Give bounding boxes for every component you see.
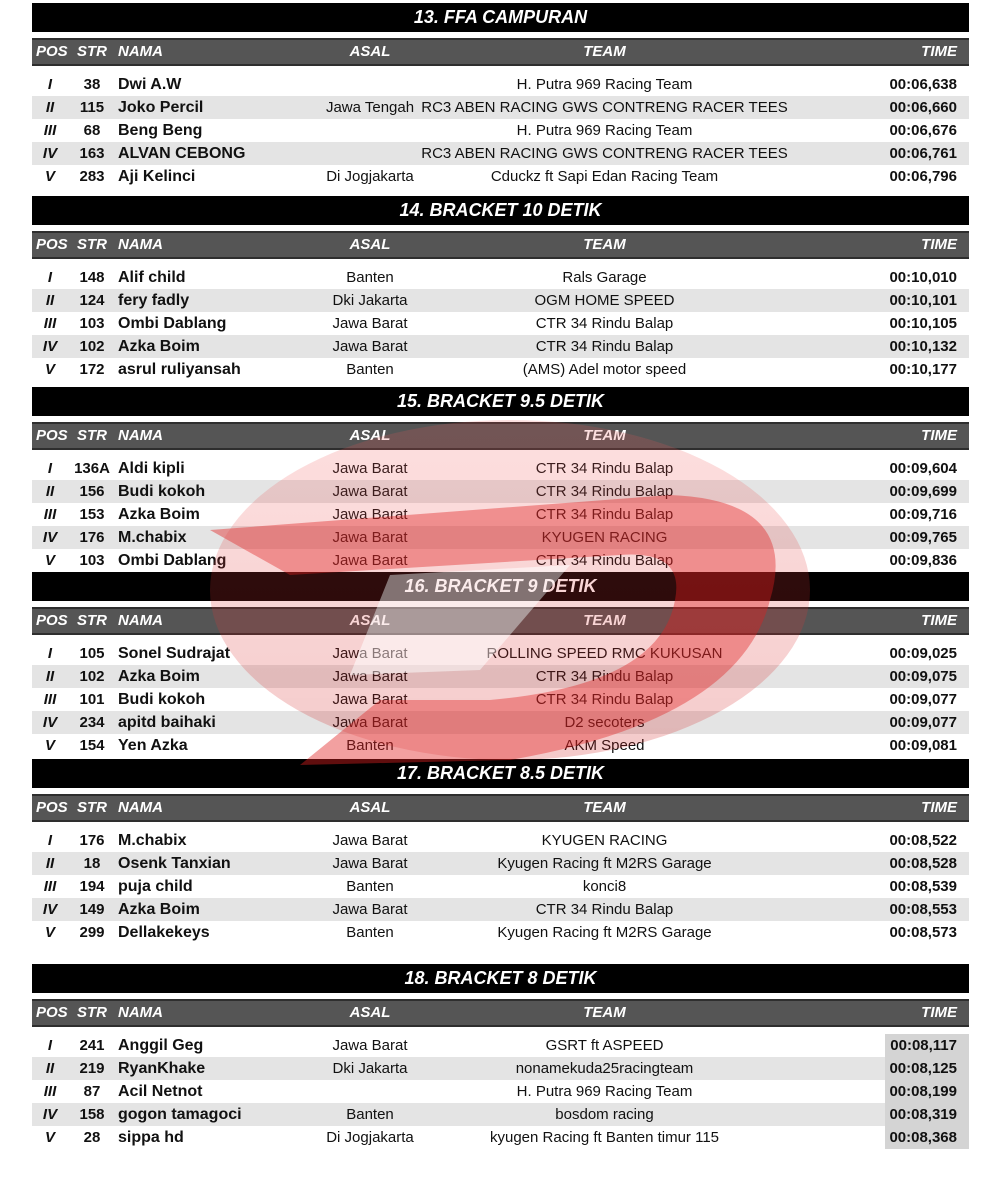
cell-nama: Dwi A.W [118, 76, 182, 93]
cell-nama: asrul ruliyansah [118, 361, 241, 378]
cell-team: OGM HOME SPEED [534, 292, 675, 309]
table-row [32, 829, 969, 852]
results-sheet [32, 3, 969, 1149]
cell-nama: Ombi Dablang [118, 552, 227, 569]
cell-time: 00:08,528 [889, 855, 957, 872]
table-row [32, 119, 969, 142]
race-section [32, 572, 969, 757]
cell-team: RC3 ABEN RACING GWS CONTRENG RACER TEES [421, 99, 788, 116]
cell-str: 101 [79, 691, 105, 708]
cell-time: 00:08,553 [889, 901, 957, 918]
cell-time: 00:09,025 [889, 645, 957, 662]
cell-time: 00:09,075 [889, 668, 957, 685]
cell-asal: Jawa Barat [332, 668, 408, 685]
table-row [32, 898, 969, 921]
cell-team: Cduckz ft Sapi Edan Racing Team [490, 168, 719, 185]
cell-pos: V [44, 924, 55, 941]
cell-str: 148 [79, 269, 105, 286]
table-row [32, 457, 969, 480]
cell-team: KYUGEN RACING [541, 832, 668, 849]
header-asal: ASAL [349, 236, 391, 253]
table-row [32, 526, 969, 549]
cell-str: 68 [83, 122, 101, 139]
cell-team: bosdom racing [555, 1106, 654, 1123]
cell-pos: IV [42, 901, 58, 918]
cell-pos: I [47, 832, 53, 849]
cell-team: GSRT ft ASPEED [545, 1037, 664, 1054]
cell-str: 103 [79, 315, 105, 332]
cell-str: 176 [79, 529, 105, 546]
cell-str: 87 [83, 1083, 101, 1100]
table-row [32, 1080, 969, 1103]
cell-asal: Jawa Barat [332, 338, 408, 355]
cell-str: 105 [79, 645, 105, 662]
cell-team: KYUGEN RACING [541, 529, 668, 546]
cell-nama: Budi kokoh [118, 691, 206, 708]
cell-asal: Jawa Barat [332, 529, 408, 546]
cell-nama: Yen Azka [118, 737, 188, 754]
cell-nama: gogon tamagoci [118, 1106, 242, 1123]
cell-team: H. Putra 969 Racing Team [516, 76, 693, 93]
cell-str: 154 [79, 737, 105, 754]
cell-nama: Acil Netnot [118, 1083, 203, 1100]
table-row [32, 1103, 969, 1126]
cell-asal: Banten [346, 269, 394, 286]
cell-asal: Di Jogjakarta [326, 168, 414, 185]
header-str: STR [77, 612, 107, 629]
cell-pos: V [44, 737, 55, 754]
cell-pos: IV [42, 529, 58, 546]
cell-str: 172 [79, 361, 105, 378]
cell-team: CTR 34 Rindu Balap [535, 460, 674, 477]
cell-nama: M.chabix [118, 832, 187, 849]
cell-pos: III [43, 1083, 57, 1100]
cell-str: 115 [79, 99, 105, 116]
table-row [32, 711, 969, 734]
cell-str: 176 [79, 832, 105, 849]
header-asal: ASAL [349, 427, 391, 444]
table-row [32, 358, 969, 381]
table-row [32, 921, 969, 944]
table-row [32, 1034, 969, 1057]
cell-str: 163 [79, 145, 105, 162]
cell-nama: Beng Beng [118, 122, 203, 139]
cell-team: D2 secoters [564, 714, 645, 731]
cell-nama: Azka Boim [118, 901, 200, 918]
cell-str: 102 [79, 338, 105, 355]
column-header [32, 231, 969, 259]
header-asal: ASAL [349, 799, 391, 816]
cell-time: 00:08,539 [889, 878, 957, 895]
header-str: STR [77, 43, 107, 60]
cell-nama: M.chabix [118, 529, 187, 546]
cell-time: 00:09,077 [889, 691, 957, 708]
table-row [32, 852, 969, 875]
section-title: 18. BRACKET 8 DETIK [32, 964, 969, 993]
cell-time: 00:06,796 [889, 168, 957, 185]
cell-str: 283 [79, 168, 105, 185]
cell-nama: RyanKhake [118, 1060, 206, 1077]
cell-time: 00:09,699 [889, 483, 957, 500]
cell-str: 124 [79, 292, 105, 309]
cell-asal: Jawa Barat [332, 855, 408, 872]
cell-nama: Azka Boim [118, 338, 200, 355]
column-header [32, 794, 969, 822]
cell-time: 00:10,132 [889, 338, 957, 355]
cell-time: 00:06,660 [889, 99, 957, 116]
cell-time: 00:08,125 [889, 1060, 957, 1077]
header-asal: ASAL [349, 43, 391, 60]
header-pos: POS [36, 799, 68, 816]
cell-pos: IV [42, 714, 58, 731]
cell-asal: Jawa Barat [332, 832, 408, 849]
header-time: TIME [921, 1004, 957, 1021]
cell-pos: V [44, 1129, 55, 1146]
header-str: STR [77, 799, 107, 816]
table-row [32, 688, 969, 711]
cell-time: 00:10,010 [889, 269, 957, 286]
section-title: 14. BRACKET 10 DETIK [32, 196, 969, 225]
table-row [32, 335, 969, 358]
cell-team: (AMS) Adel motor speed [522, 361, 687, 378]
cell-str: 38 [83, 76, 101, 93]
table-row [32, 266, 969, 289]
cell-pos: II [45, 483, 55, 500]
header-nama: NAMA [118, 799, 163, 816]
header-team: TEAM [583, 43, 626, 60]
cell-asal: Dki Jakarta [332, 292, 408, 309]
cell-team: CTR 34 Rindu Balap [535, 901, 674, 918]
cell-nama: Azka Boim [118, 506, 200, 523]
cell-pos: II [45, 668, 55, 685]
header-str: STR [77, 1004, 107, 1021]
cell-pos: II [45, 855, 55, 872]
cell-team: CTR 34 Rindu Balap [535, 506, 674, 523]
cell-nama: fery fadly [118, 292, 190, 309]
cell-time: 00:06,638 [889, 76, 957, 93]
header-team: TEAM [583, 236, 626, 253]
cell-time: 00:08,368 [889, 1129, 957, 1146]
section-title: 13. FFA CAMPURAN [32, 3, 969, 32]
cell-asal: Di Jogjakarta [326, 1129, 414, 1146]
table-row [32, 665, 969, 688]
cell-nama: Azka Boim [118, 668, 200, 685]
cell-time: 00:08,319 [889, 1106, 957, 1123]
cell-pos: III [43, 878, 57, 895]
race-section [32, 387, 969, 572]
header-str: STR [77, 427, 107, 444]
section-title: 17. BRACKET 8.5 DETIK [32, 759, 969, 788]
header-team: TEAM [583, 799, 626, 816]
cell-asal: Jawa Barat [332, 483, 408, 500]
cell-asal: Jawa Barat [332, 645, 408, 662]
race-section [32, 3, 969, 188]
cell-team: AKM Speed [564, 737, 645, 754]
cell-time: 00:06,761 [889, 145, 957, 162]
cell-pos: III [43, 315, 57, 332]
cell-asal: Jawa Tengah [325, 99, 415, 116]
cell-asal: Banten [346, 361, 394, 378]
cell-asal: Jawa Barat [332, 714, 408, 731]
cell-pos: II [45, 99, 55, 116]
cell-team: CTR 34 Rindu Balap [535, 338, 674, 355]
header-nama: NAMA [118, 612, 163, 629]
cell-pos: I [47, 269, 53, 286]
table-row [32, 289, 969, 312]
cell-pos: I [47, 645, 53, 662]
cell-time: 00:06,676 [889, 122, 957, 139]
cell-pos: IV [42, 1106, 58, 1123]
table-row [32, 165, 969, 188]
cell-time: 00:08,573 [889, 924, 957, 941]
cell-pos: IV [42, 145, 58, 162]
header-asal: ASAL [349, 612, 391, 629]
cell-pos: IV [42, 338, 58, 355]
cell-nama: sippa hd [118, 1129, 184, 1146]
column-header [32, 999, 969, 1027]
cell-asal: Banten [346, 1106, 394, 1123]
cell-nama: Aji Kelinci [118, 168, 196, 185]
table-row [32, 875, 969, 898]
table-row [32, 503, 969, 526]
cell-nama: Ombi Dablang [118, 315, 227, 332]
header-pos: POS [36, 427, 68, 444]
cell-pos: I [47, 460, 53, 477]
cell-asal: Jawa Barat [332, 506, 408, 523]
cell-time: 00:10,177 [889, 361, 957, 378]
header-time: TIME [921, 427, 957, 444]
cell-str: 234 [79, 714, 105, 731]
cell-time: 00:08,199 [889, 1083, 957, 1100]
cell-asal: Banten [346, 878, 394, 895]
cell-team: nonamekuda25racingteam [515, 1060, 694, 1077]
table-row [32, 96, 969, 119]
race-section [32, 964, 969, 1149]
header-time: TIME [921, 43, 957, 60]
header-time: TIME [921, 612, 957, 629]
cell-asal: Jawa Barat [332, 691, 408, 708]
cell-asal: Banten [346, 737, 394, 754]
cell-time: 00:09,081 [889, 737, 957, 754]
cell-time: 00:08,522 [889, 832, 957, 849]
header-nama: NAMA [118, 1004, 163, 1021]
cell-nama: Aldi kipli [118, 460, 185, 477]
cell-team: kyugen Racing ft Banten timur 115 [489, 1129, 720, 1146]
cell-str: 241 [79, 1037, 105, 1054]
cell-pos: III [43, 122, 57, 139]
header-team: TEAM [583, 427, 626, 444]
cell-time: 00:09,765 [889, 529, 957, 546]
header-str: STR [77, 236, 107, 253]
cell-asal: Jawa Barat [332, 1037, 408, 1054]
cell-team: CTR 34 Rindu Balap [535, 315, 674, 332]
cell-asal: Jawa Barat [332, 901, 408, 918]
cell-asal: Banten [346, 924, 394, 941]
cell-asal: Jawa Barat [332, 315, 408, 332]
cell-pos: V [44, 361, 55, 378]
cell-nama: Osenk Tanxian [118, 855, 231, 872]
cell-team: H. Putra 969 Racing Team [516, 1083, 693, 1100]
cell-time: 00:09,716 [889, 506, 957, 523]
cell-str: 153 [79, 506, 105, 523]
cell-pos: V [44, 552, 55, 569]
cell-str: 194 [79, 878, 105, 895]
cell-str: 158 [79, 1106, 105, 1123]
section-title: 16. BRACKET 9 DETIK [32, 572, 969, 601]
cell-pos: I [47, 76, 53, 93]
header-time: TIME [921, 236, 957, 253]
cell-team: ROLLING SPEED RMC KUKUSAN [486, 645, 723, 662]
cell-asal: Jawa Barat [332, 460, 408, 477]
cell-nama: Sonel Sudrajat [118, 645, 231, 662]
cell-nama: Joko Percil [118, 99, 204, 116]
cell-nama: Budi kokoh [118, 483, 206, 500]
cell-str: 136A [74, 460, 110, 477]
cell-time: 00:09,836 [889, 552, 957, 569]
column-header [32, 38, 969, 66]
cell-pos: III [43, 691, 57, 708]
cell-str: 299 [79, 924, 105, 941]
table-row [32, 734, 969, 757]
cell-time: 00:10,101 [889, 292, 957, 309]
table-row [32, 1126, 969, 1149]
cell-nama: Anggil Geg [118, 1037, 204, 1054]
cell-time: 00:10,105 [889, 315, 957, 332]
cell-asal: Dki Jakarta [332, 1060, 408, 1077]
table-row [32, 312, 969, 335]
race-section [32, 759, 969, 944]
section-title: 15. BRACKET 9.5 DETIK [32, 387, 969, 416]
cell-team: konci8 [582, 878, 627, 895]
cell-str: 149 [79, 901, 105, 918]
cell-str: 219 [79, 1060, 105, 1077]
table-row [32, 142, 969, 165]
cell-str: 28 [83, 1129, 101, 1146]
race-section [32, 196, 969, 381]
cell-team: CTR 34 Rindu Balap [535, 483, 674, 500]
cell-str: 103 [79, 552, 105, 569]
table-row [32, 549, 969, 572]
header-team: TEAM [583, 1004, 626, 1021]
cell-time: 00:09,077 [889, 714, 957, 731]
table-row [32, 73, 969, 96]
cell-team: RC3 ABEN RACING GWS CONTRENG RACER TEES [421, 145, 788, 162]
cell-team: CTR 34 Rindu Balap [535, 668, 674, 685]
cell-team: Kyugen Racing ft M2RS Garage [497, 855, 712, 872]
cell-team: CTR 34 Rindu Balap [535, 691, 674, 708]
cell-str: 18 [83, 855, 101, 872]
cell-nama: ALVAN CEBONG [118, 145, 246, 162]
cell-team: H. Putra 969 Racing Team [516, 122, 693, 139]
header-pos: POS [36, 612, 68, 629]
column-header [32, 607, 969, 635]
table-row [32, 1057, 969, 1080]
table-row [32, 480, 969, 503]
cell-nama: Dellakekeys [118, 924, 210, 941]
header-nama: NAMA [118, 236, 163, 253]
cell-time: 00:09,604 [889, 460, 957, 477]
header-pos: POS [36, 43, 68, 60]
header-pos: POS [36, 1004, 68, 1021]
cell-time: 00:08,117 [890, 1037, 957, 1054]
cell-team: Rals Garage [562, 269, 647, 286]
header-time: TIME [921, 799, 957, 816]
cell-str: 102 [79, 668, 105, 685]
cell-nama: Alif child [118, 269, 186, 286]
cell-team: Kyugen Racing ft M2RS Garage [497, 924, 712, 941]
cell-str: 156 [79, 483, 105, 500]
header-nama: NAMA [118, 43, 163, 60]
cell-pos: I [47, 1037, 53, 1054]
cell-asal: Jawa Barat [332, 552, 408, 569]
cell-pos: III [43, 506, 57, 523]
cell-nama: apitd baihaki [118, 714, 216, 731]
header-nama: NAMA [118, 427, 163, 444]
cell-pos: II [45, 1060, 55, 1077]
table-row [32, 642, 969, 665]
cell-pos: II [45, 292, 55, 309]
header-asal: ASAL [349, 1004, 391, 1021]
cell-nama: puja child [118, 878, 193, 895]
cell-team: CTR 34 Rindu Balap [535, 552, 674, 569]
header-pos: POS [36, 236, 68, 253]
column-header [32, 422, 969, 450]
header-team: TEAM [583, 612, 626, 629]
cell-pos: V [44, 168, 55, 185]
